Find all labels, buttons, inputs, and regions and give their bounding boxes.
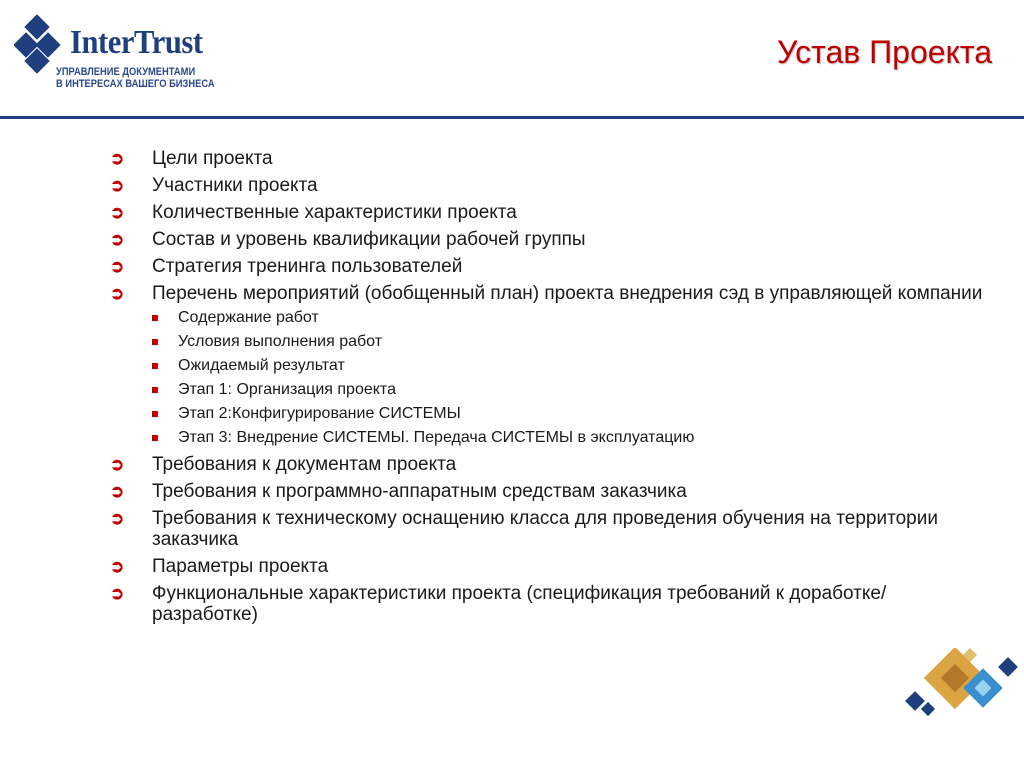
- list-item: [106, 508, 986, 550]
- arrow-circle-icon: ➲: [110, 557, 125, 576]
- list-item-text: Участники проекта: [152, 175, 318, 196]
- list-item: [106, 454, 986, 475]
- sub-list-item: [152, 332, 986, 352]
- list-item-text: Требования к программно-аппаратным средствам заказчика: [152, 481, 687, 502]
- arrow-circle-icon: ➲: [110, 176, 125, 195]
- list-item-text: Состав и уровень квалификации рабочей группы: [152, 229, 586, 250]
- sub-bullet-list: [152, 308, 986, 448]
- sub-list-item: [152, 404, 986, 424]
- arrow-circle-icon: ➲: [110, 257, 125, 276]
- list-item: [106, 202, 986, 223]
- list-item: [106, 556, 986, 577]
- logo-tagline-line2: В ИНТЕРЕСАХ ВАШЕГО БИЗНЕСА: [56, 78, 215, 90]
- arrow-circle-icon: ➲: [110, 509, 125, 528]
- list-item-text: Перечень мероприятий (обобщенный план) проекта внедрения сэд в управляющей компании: [152, 283, 983, 304]
- sub-list-item: [152, 428, 986, 448]
- list-item: [106, 175, 986, 196]
- list-item: [106, 283, 986, 448]
- list-item-text: Требования к документам проекта: [152, 454, 457, 475]
- sub-list-item: [152, 308, 986, 328]
- list-item: [106, 481, 986, 502]
- sub-list-item-text: Этап 2:Конфигурирование СИСТЕМЫ: [178, 405, 461, 422]
- arrow-circle-icon: ➲: [110, 230, 125, 249]
- sub-list-item: [152, 356, 986, 376]
- arrow-circle-icon: ➲: [110, 455, 125, 474]
- list-item-text: Количественные характеристики проекта: [152, 202, 517, 223]
- sub-list-item-text: Ожидаемый результат: [178, 357, 345, 374]
- list-item: [106, 229, 986, 250]
- sub-list-item-text: Условия выполнения работ: [178, 333, 383, 350]
- list-item-text: Функциональные характеристики проекта (спецификация требований к доработке/разработке): [152, 583, 887, 625]
- sub-list-item-text: Содержание работ: [178, 309, 319, 326]
- arrow-circle-icon: ➲: [110, 149, 125, 168]
- decorative-diamond-icon: [905, 648, 1024, 720]
- red-square-icon: [152, 315, 158, 321]
- list-item: [106, 256, 986, 277]
- list-item-text: Параметры проекта: [152, 556, 329, 577]
- slide-content: [106, 148, 986, 631]
- arrow-circle-icon: ➲: [110, 584, 125, 603]
- list-item-text: Требования к техническому оснащению класса для проведения обучения на территории заказчика: [152, 508, 938, 550]
- sub-list-item: [152, 380, 986, 400]
- sub-list-item-text: Этап 1: Организация проекта: [178, 381, 396, 398]
- logo-diamond-icon: [14, 14, 64, 74]
- list-item: [106, 583, 986, 625]
- logo-tagline: [56, 66, 215, 90]
- bullet-list: [106, 148, 986, 625]
- list-item-text: Цели проекта: [152, 148, 273, 169]
- list-item-text: Стратегия тренинга пользователей: [152, 256, 463, 277]
- list-item: [106, 148, 986, 169]
- arrow-circle-icon: ➲: [110, 482, 125, 501]
- logo-tagline-line1: УПРАВЛЕНИЕ ДОКУМЕНТАМИ: [56, 66, 196, 78]
- red-square-icon: [152, 435, 158, 441]
- sub-list-item-text: Этап 3: Внедрение СИСТЕМЫ. Передача СИСТЕМЫ в эксплуатацию: [178, 429, 695, 446]
- slide-title: Устав Проекта: [776, 34, 992, 70]
- red-square-icon: [152, 363, 158, 369]
- red-square-icon: [152, 411, 158, 417]
- header-divider: [0, 116, 1024, 119]
- logo-wordmark: InterTrust: [70, 24, 203, 61]
- red-square-icon: [152, 339, 158, 345]
- arrow-circle-icon: ➲: [110, 203, 125, 222]
- intertrust-logo: [14, 14, 229, 94]
- red-square-icon: [152, 387, 158, 393]
- arrow-circle-icon: ➲: [110, 284, 125, 303]
